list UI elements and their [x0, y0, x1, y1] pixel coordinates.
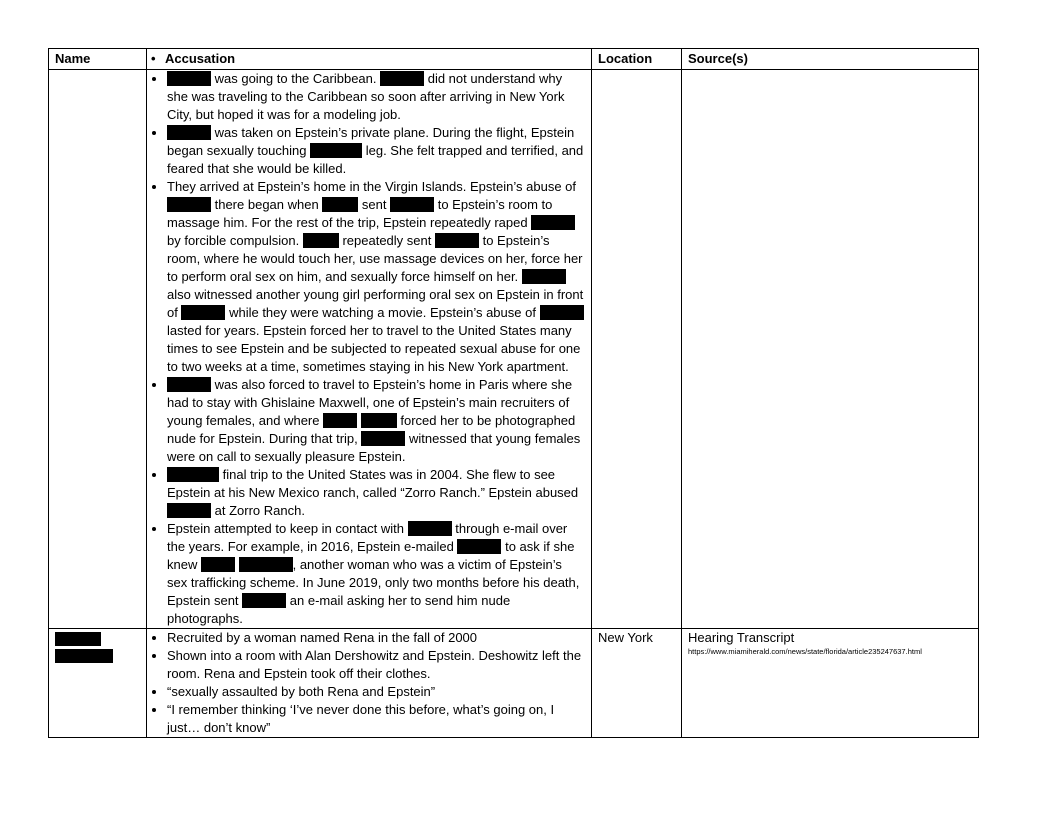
accusation-text: through e-mail over the years. For example, in 2016, Epstein e-mailed	[167, 521, 568, 554]
location-cell: New York	[592, 629, 682, 738]
accusation-text: Recruited by a woman named Rena in the fall of 2000	[167, 630, 478, 645]
header-row	[49, 49, 979, 70]
redaction-bar	[361, 431, 405, 446]
accusation-list	[153, 70, 585, 628]
sources-cell	[682, 629, 979, 738]
redaction-bar	[242, 593, 286, 608]
accusation-text: there began when	[211, 197, 323, 212]
redaction-bar	[457, 539, 501, 554]
accusation-cell	[147, 629, 592, 738]
redaction-bar	[303, 233, 339, 248]
accusation-text: Epstein attempted to keep in contact with	[167, 521, 408, 536]
accusation-bullet	[167, 376, 585, 466]
accusation-text: was also forced to travel to Epstein’s home in Paris where she had to stay with Ghislaine Maxwell, one of Epstein’s main recruiters of young females, and where	[167, 377, 573, 428]
redaction-bar	[323, 413, 357, 428]
accusation-text: forced her to be photographed nude for Epstein. During that trip,	[167, 413, 576, 446]
accusation-text: while they were watching a movie. Epstein’s abuse of	[225, 305, 540, 320]
accusation-text: leg. She felt trapped and terrified, and feared that she would be killed.	[167, 143, 584, 176]
location-cell	[592, 70, 682, 629]
accusation-text: witnessed that young females were on call to sexually pleasure Epstein.	[167, 431, 581, 464]
accusation-text: lasted for years. Epstein forced her to travel to the United States many times to see Epstein and be subjected to repeated sexual abuse for one to two weeks at a time, sometimes staying in his New York apartment.	[167, 323, 581, 374]
redaction-bar	[239, 557, 293, 572]
redaction-bar	[435, 233, 479, 248]
redaction-bar	[167, 503, 211, 518]
redaction-bar	[167, 467, 219, 482]
accusation-text: to Epstein’s room to massage him. For the rest of the trip, Epstein repeatedly raped	[167, 197, 553, 230]
source-url[interactable]: https://www.miamiherald.com/news/state/florida/article235247637.html	[688, 647, 922, 656]
accusations-table	[48, 48, 979, 738]
header-accusation	[147, 49, 592, 70]
redaction-bar	[167, 197, 211, 212]
accusation-text: was taken on Epstein’s private plane. During the flight, Epstein began sexually touching	[167, 125, 575, 158]
header-accusation-label: Accusation	[165, 51, 236, 66]
accusation-bullet	[167, 124, 585, 178]
accusation-text: Shown into a room with Alan Dershowitz and Epstein. Deshowitz left the room. Rena and Epstein took off their clothes.	[167, 648, 582, 681]
accusation-list	[153, 629, 585, 737]
redacted-name	[55, 632, 101, 646]
accusation-text: “I remember thinking ‘I’ve never done this before, what’s going on, I just… don’t know”	[167, 702, 555, 735]
accusation-text: was going to the Caribbean.	[211, 71, 381, 86]
accusation-bullet	[167, 178, 585, 376]
accusation-bullet	[167, 466, 585, 520]
accusation-bullet	[167, 70, 585, 124]
accusation-text: also witnessed another young girl performing oral sex on Epstein in front of	[167, 287, 584, 320]
redaction-bar	[522, 269, 566, 284]
redaction-bar	[540, 305, 584, 320]
redaction-bar	[361, 413, 397, 428]
accusation-text: an e-mail asking her to send him nude photographs.	[167, 593, 511, 626]
header-sources: Source(s)	[682, 49, 979, 70]
accusation-bullet	[167, 683, 585, 701]
accusation-text: final trip to the United States was in 2004. She flew to see Epstein at his New Mexico ranch, called “Zorro Ranch.” Epstein abused	[167, 467, 579, 500]
redaction-bar	[167, 377, 211, 392]
header-name: Name	[49, 49, 147, 70]
name-cell	[49, 70, 147, 629]
accusation-text: to Epstein’s room, where he would touch her, use massage devices on her, force her to perform oral sex on him, and sexually force himself on her.	[167, 233, 583, 284]
accusation-text: at Zorro Ranch.	[211, 503, 305, 518]
redaction-bar	[181, 305, 225, 320]
redaction-bar	[531, 215, 575, 230]
bullet-icon: •	[151, 51, 156, 66]
name-cell	[49, 629, 147, 738]
redaction-bar	[322, 197, 358, 212]
accusation-bullet	[167, 647, 585, 683]
accusation-text: by forcible compulsion.	[167, 233, 303, 248]
sources-cell	[682, 70, 979, 629]
accusation-text: sent	[358, 197, 391, 212]
redacted-name	[55, 649, 113, 663]
redaction-bar	[380, 71, 424, 86]
redaction-bar	[167, 71, 211, 86]
accusation-text: , another woman who was a victim of Epstein’s sex trafficking scheme. In June 2019, only two months before his death, Epstein sent	[167, 557, 580, 608]
accusation-text: to ask if she knew	[167, 539, 575, 572]
redaction-bar	[201, 557, 235, 572]
header-location: Location	[592, 49, 682, 70]
accusation-bullet	[167, 701, 585, 737]
accusation-text: “sexually assaulted by both Rena and Epstein”	[167, 684, 436, 699]
table-row	[49, 629, 979, 738]
accusation-cell	[147, 70, 592, 629]
accusation-text: repeatedly sent	[338, 233, 435, 248]
redaction-bar	[408, 521, 452, 536]
accusation-text: did not understand why she was traveling to the Caribbean so soon after arriving in New York City, but hoped it was for a modeling job.	[167, 71, 565, 122]
source-title: Hearing Transcript	[688, 630, 795, 645]
table-row	[49, 70, 979, 629]
accusation-text: They arrived at Epstein’s home in the Virgin Islands. Epstein’s abuse of	[167, 179, 577, 194]
redaction-bar	[310, 143, 362, 158]
redaction-bar	[167, 125, 211, 140]
accusation-bullet	[167, 520, 585, 628]
accusation-bullet	[167, 629, 585, 647]
redaction-bar	[390, 197, 434, 212]
